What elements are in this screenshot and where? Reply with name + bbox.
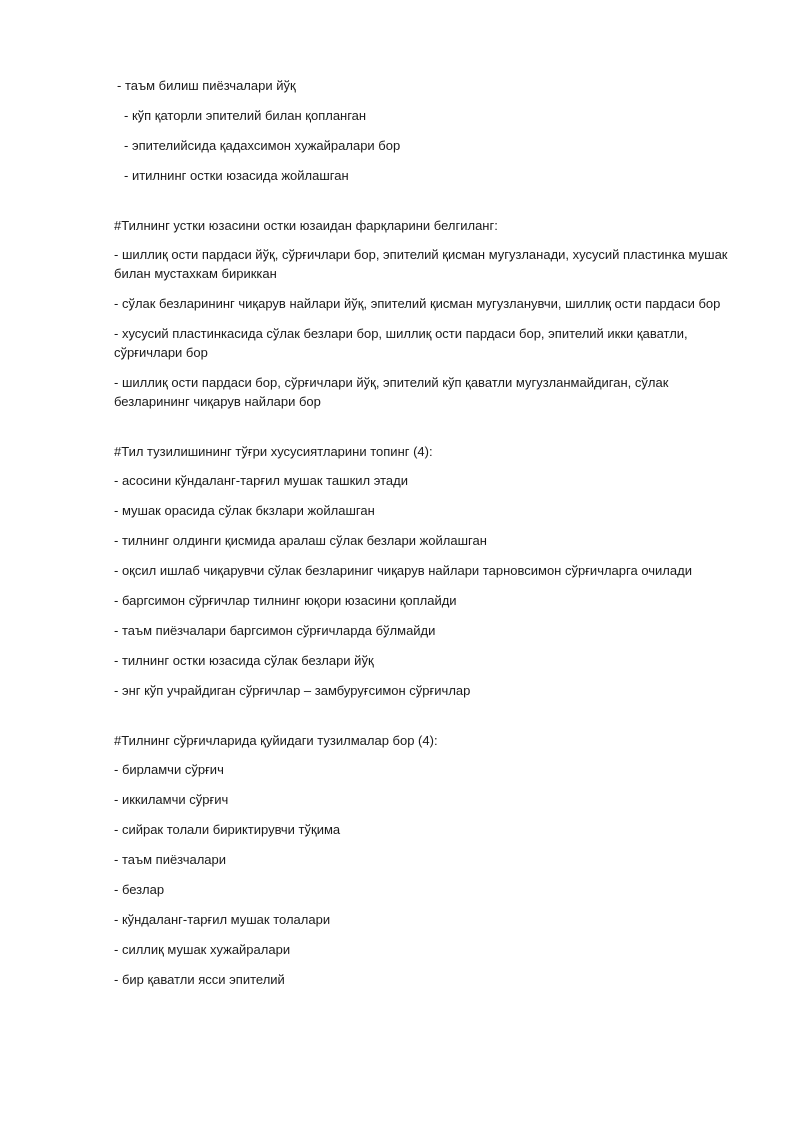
answer-option: - кўндаланг-тарғил мушак толалари — [114, 912, 331, 927]
intro-options — [114, 0, 730, 185]
answer-option: - таъм пиёзчалари — [114, 852, 227, 867]
answer-option: - баргсимон сўрғичлар тилнинг юқори юзасини қоплайди — [114, 593, 457, 608]
intro-option: - кўп қаторли эпителий билан қопланган — [124, 108, 367, 123]
answer-option: - силлиқ мушак хужайралари — [114, 942, 291, 957]
question-title: #Тил тузилишининг тўғри хусусиятларини топинг (4): — [114, 444, 433, 459]
answer-option: - тилнинг олдинги қисмида аралаш сўлак безлари жойлашган — [114, 533, 487, 548]
question-1 — [114, 216, 730, 411]
answer-option: - иккиламчи сўрғич — [114, 792, 229, 807]
answer-option: - оқсил ишлаб чиқарувчи сўлак безлариниг чиқарув найлари тарновсимон сўрғичларга очилади — [114, 563, 692, 578]
answer-option: - энг кўп учрайдиган сўрғичлар – замбуруғсимон сўрғичлар — [114, 683, 471, 698]
answer-option: - сўлак безларининг чиқарув найлари йўқ, эпителий қисман мугузланувчи, шиллиқ ости пардаси бор — [114, 296, 721, 311]
answer-option: - безлар — [114, 882, 165, 897]
answer-option: - бирламчи сўрғич — [114, 762, 224, 777]
question-2 — [114, 442, 730, 700]
answer-option: - сийрак толали бириктирувчи тўқима — [114, 822, 341, 837]
answer-option: - таъм пиёзчалари баргсимон сўрғичларда бўлмайди — [114, 623, 436, 638]
answer-option: - хусусий пластинкасида сўлак безлари бор, шиллиқ ости пардаси бор, эпителий икки қаватли, сўрғичлари бор — [114, 326, 688, 360]
answer-option: - бир қаватли ясси эпителий — [114, 972, 285, 987]
answer-option: - тилнинг остки юзасида сўлак безлари йўқ — [114, 653, 374, 668]
question-3 — [114, 731, 730, 989]
question-title: #Тилнинг сўрғичларида қуйидаги тузилмалар бор (4): — [114, 733, 438, 748]
intro-option: - эпителийсида қадахсимон хужайралари бор — [124, 138, 401, 153]
answer-option: - шиллиқ ости пардаси бор, сўрғичлари йўқ, эпителий кўп қаватли мугузланмайдиган, сўлак безларининг чиқарув найлари бор — [114, 375, 669, 409]
intro-option: - итилнинг остки юзасида жойлашган — [124, 168, 349, 183]
answer-option: - мушак орасида сўлак бкзлари жойлашган — [114, 503, 375, 518]
intro-option: - таъм билиш пиёзчалари йўқ — [117, 78, 296, 93]
answer-option: - асосини кўндаланг-тарғил мушак ташкил этади — [114, 473, 408, 488]
question-title: #Тилнинг устки юзасини остки юзаидан фарқларини белгиланг: — [114, 218, 498, 233]
answer-option: - шиллиқ ости пардаси йўқ, сўрғичлари бор, эпителий қисман мугузланади, хусусий пластинка мушак билан мустахкам бириккан — [114, 247, 728, 281]
